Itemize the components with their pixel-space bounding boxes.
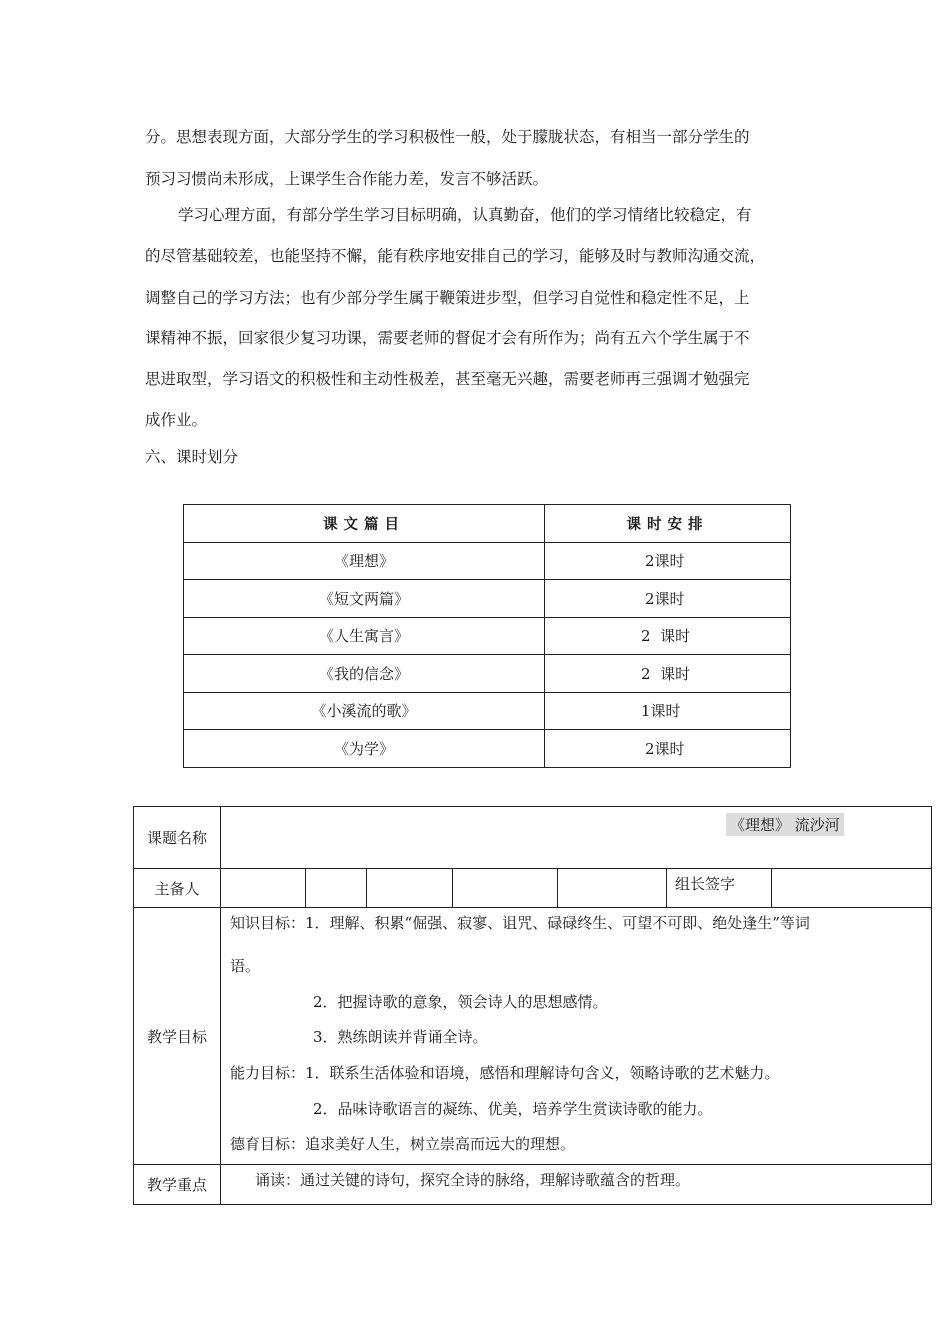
preparer-row [134, 869, 932, 908]
paragraph-line: 课精神不振，回家很少复习功课，需要老师的督促才会有所作为；尚有五六个学生属于不 [145, 329, 750, 347]
objectives-label: 教学目标 [134, 908, 221, 1165]
preparer-label: 主备人 [134, 869, 221, 908]
lesson-hours-cell: 2 课时 [545, 617, 791, 655]
objective-line: 2．品味诗歌语言的凝练、优美，培养学生赏读诗歌的能力。 [313, 1100, 713, 1118]
lesson-title-cell: 《为学》 [184, 730, 545, 768]
topic-cell [221, 807, 932, 869]
preparer-cell [367, 869, 453, 908]
lesson-hours-cell: 2课时 [545, 580, 791, 618]
objective-line: 知识目标：1．理解、积累“倔强、寂寥、诅咒、碌碌终生、可望不可即、绝处逢生”等词 [230, 914, 810, 932]
leader-sign-label: 组长签字 [667, 869, 772, 908]
lesson-title-cell: 《理想》 [184, 542, 545, 580]
lesson-title-cell: 《短文两篇》 [184, 580, 545, 618]
lesson-hours-cell: 2课时 [545, 542, 791, 580]
objectives-row [134, 908, 932, 1165]
table-row [184, 692, 791, 730]
topic-row [134, 807, 932, 869]
table-row [184, 542, 791, 580]
paragraph-line: 学习心理方面，有部分学生学习目标明确，认真勤奋，他们的学习情绪比较稳定，有 [178, 206, 752, 224]
objectives-cell [221, 908, 932, 1165]
schedule-table [183, 504, 791, 768]
objective-line: 德育目标：追求美好人生，树立崇高而远大的理想。 [230, 1135, 576, 1153]
preparer-cell [306, 869, 367, 908]
lesson-hours-cell: 2 课时 [545, 655, 791, 693]
key-points-cell: 诵读：通过关键的诗句，探究全诗的脉络，理解诗歌蕴含的哲理。 [221, 1165, 932, 1205]
lesson-plan-table [133, 806, 932, 1205]
paragraph-line: 预习习惯尚未形成，上课学生合作能力差，发言不够活跃。 [145, 170, 549, 188]
paragraph-line: 分。思想表现方面，大部分学生的学习积极性一般，处于朦胧状态，有相当一部分学生的 [145, 128, 750, 146]
paragraph-line: 调整自己的学习方法；也有少部分学生属于鞭策进步型，但学习自觉性和稳定性不足，上 [145, 289, 750, 307]
lesson-title-cell: 《小溪流的歌》 [184, 692, 545, 730]
leader-sign-cell [772, 869, 932, 908]
lesson-hours-cell: 1课时 [545, 692, 791, 730]
column-header: 课文篇目 [184, 505, 545, 543]
topic-title: 《理想》 流沙河 [726, 813, 844, 836]
objective-line: 2．把握诗歌的意象，领会诗人的思想感情。 [313, 993, 608, 1011]
paragraph-line: 思进取型，学习语文的积极性和主动性极差，甚至毫无兴趣，需要老师再三强调才勉强完 [145, 370, 750, 388]
table-row [184, 730, 791, 768]
section-heading: 六、课时划分 [145, 448, 239, 466]
preparer-cell [453, 869, 558, 908]
paragraph-line: 成作业。 [145, 411, 208, 429]
key-points-label: 教学重点 [134, 1165, 221, 1205]
table-row [184, 580, 791, 618]
preparer-cell [558, 869, 667, 908]
column-header: 课时安排 [545, 505, 791, 543]
objective-line: 能力目标：1．联系生活体验和语境，感悟和理解诗句含义，领略诗歌的艺术魅力。 [230, 1064, 780, 1082]
lesson-title-cell: 《人生寓言》 [184, 617, 545, 655]
lesson-title-cell: 《我的信念》 [184, 655, 545, 693]
table-row [184, 617, 791, 655]
topic-label: 课题名称 [134, 807, 221, 869]
objective-line: 3．熟练朗读并背诵全诗。 [313, 1028, 488, 1046]
table-header-row [184, 505, 791, 543]
lesson-hours-cell: 2课时 [545, 730, 791, 768]
table-row [184, 655, 791, 693]
key-points-row [134, 1165, 932, 1205]
paragraph-line: 的尽管基础较差，也能坚持不懈，能有秩序地安排自己的学习，能够及时与教师沟通交流， [145, 247, 766, 265]
objective-line: 语。 [230, 957, 261, 975]
preparer-cell [221, 869, 306, 908]
